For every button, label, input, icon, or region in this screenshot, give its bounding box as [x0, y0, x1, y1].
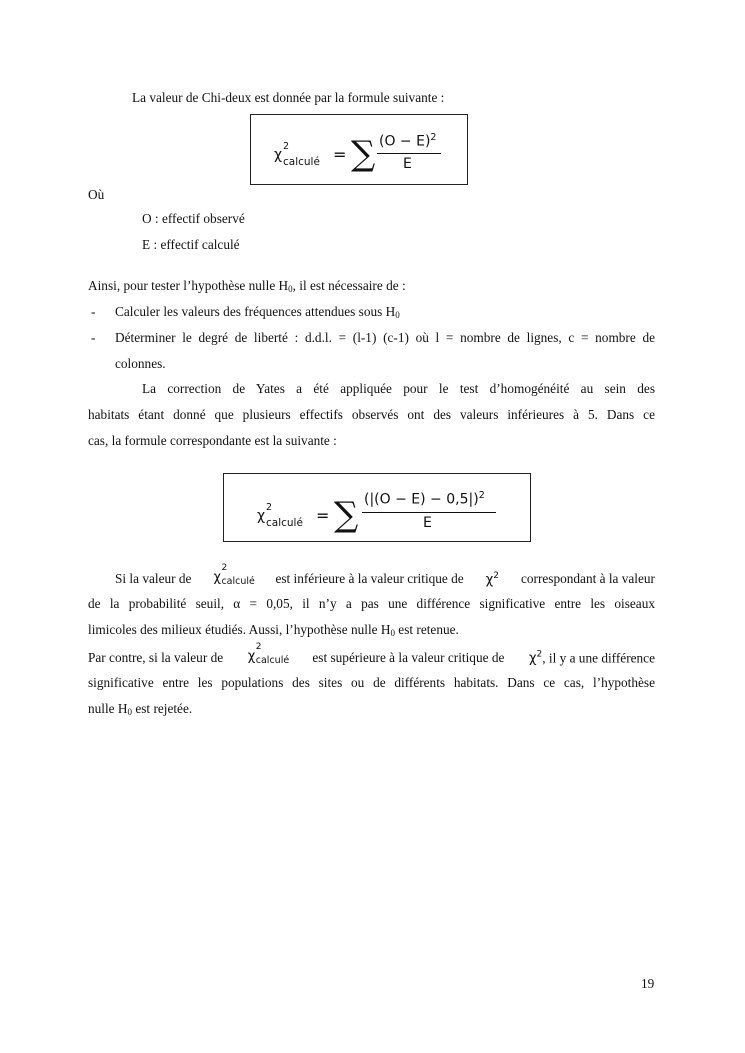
- page-number: 19: [641, 976, 655, 991]
- inline-chi-calcule: χ 2 calculé: [213, 563, 255, 587]
- bullet-dash: -: [91, 330, 96, 345]
- definition-e: E : effectif calculé: [142, 237, 240, 252]
- inline-chi-calcule: χ 2 calculé: [247, 642, 290, 666]
- par-contre-line-3: nulle $H_0$ est rejetée.: [88, 701, 193, 717]
- intro-sentence: La valeur de Chi-deux est donnée par la formule suivante :: [132, 90, 445, 105]
- bullet-item-1: Calculer les valeurs des fréquences attendues sous $H_0$: [115, 304, 400, 320]
- par-contre-line-2: significative entre les populations des sites ou de différents habitats. Dans ce cas, l’hypothèse: [88, 675, 655, 690]
- fraction-bar: [377, 153, 441, 154]
- inline-chi-square: $\chi^2$: [529, 649, 543, 666]
- ainsi-sentence: Ainsi, pour tester l’hypothèse nulle $H_0$, il est nécessaire de :: [88, 278, 406, 294]
- si-paragraph-line-1: Si la valeur de χ 2 calculé est inférieure à la valeur critique de $\chi^2$ correspondant à la valeur: [115, 563, 655, 587]
- formula-denominator: E: [423, 515, 432, 531]
- bullet-item-2-line-2: colonnes.: [115, 356, 166, 371]
- formula-box-chi-square: [250, 114, 468, 185]
- yates-paragraph-line-2: habitats étant donné que plusieurs effectifs observés ont des valeurs inférieures à 5. Dans ce: [88, 407, 655, 422]
- chi-symbol: χ 2 calculé: [257, 502, 303, 529]
- bullet-item-2-line-1: Déterminer le degré de liberté : d.d.l. = (l-1) (c-1) où l = nombre de lignes, c = nombre de: [115, 330, 655, 345]
- fraction-bar: [362, 512, 496, 513]
- ou-label: Où: [88, 187, 105, 202]
- definition-o: O : effectif observé: [142, 211, 245, 226]
- formula-numerator: $(|(O - E) - 0,5|)^2$: [364, 490, 485, 508]
- bullet-dash: -: [91, 304, 96, 319]
- par-contre-line-1: Par contre, si la valeur de χ 2 calculé est supérieure à la valeur critique de $\chi^2$, il y a une différence: [88, 642, 655, 666]
- sigma-symbol: ∑: [351, 134, 376, 174]
- yates-paragraph-line-1: La correction de Yates a été appliquée pour le test d’homogénéité au sein des: [142, 381, 655, 396]
- formula-denominator: E: [403, 156, 412, 172]
- si-paragraph-line-2: de la probabilité seuil, α = 0,05, il n’y a pas une différence significative entre les oiseaux: [88, 596, 655, 611]
- yates-paragraph-line-3: cas, la formule correspondante est la suivante :: [88, 433, 337, 448]
- formula-numerator: $(O - E)^2$: [379, 132, 437, 150]
- sigma-symbol: ∑: [334, 495, 359, 535]
- equals-sign: =: [333, 145, 347, 164]
- equals-sign: =: [316, 506, 330, 525]
- formula-box-yates: [223, 473, 531, 542]
- si-paragraph-line-3: limicoles des milieux étudiés. Aussi, l’hypothèse nulle $H_0$ est retenue.: [88, 622, 459, 638]
- chi-symbol: χ 2 calculé: [274, 141, 320, 168]
- inline-chi-square: $\chi^2$: [485, 570, 499, 587]
